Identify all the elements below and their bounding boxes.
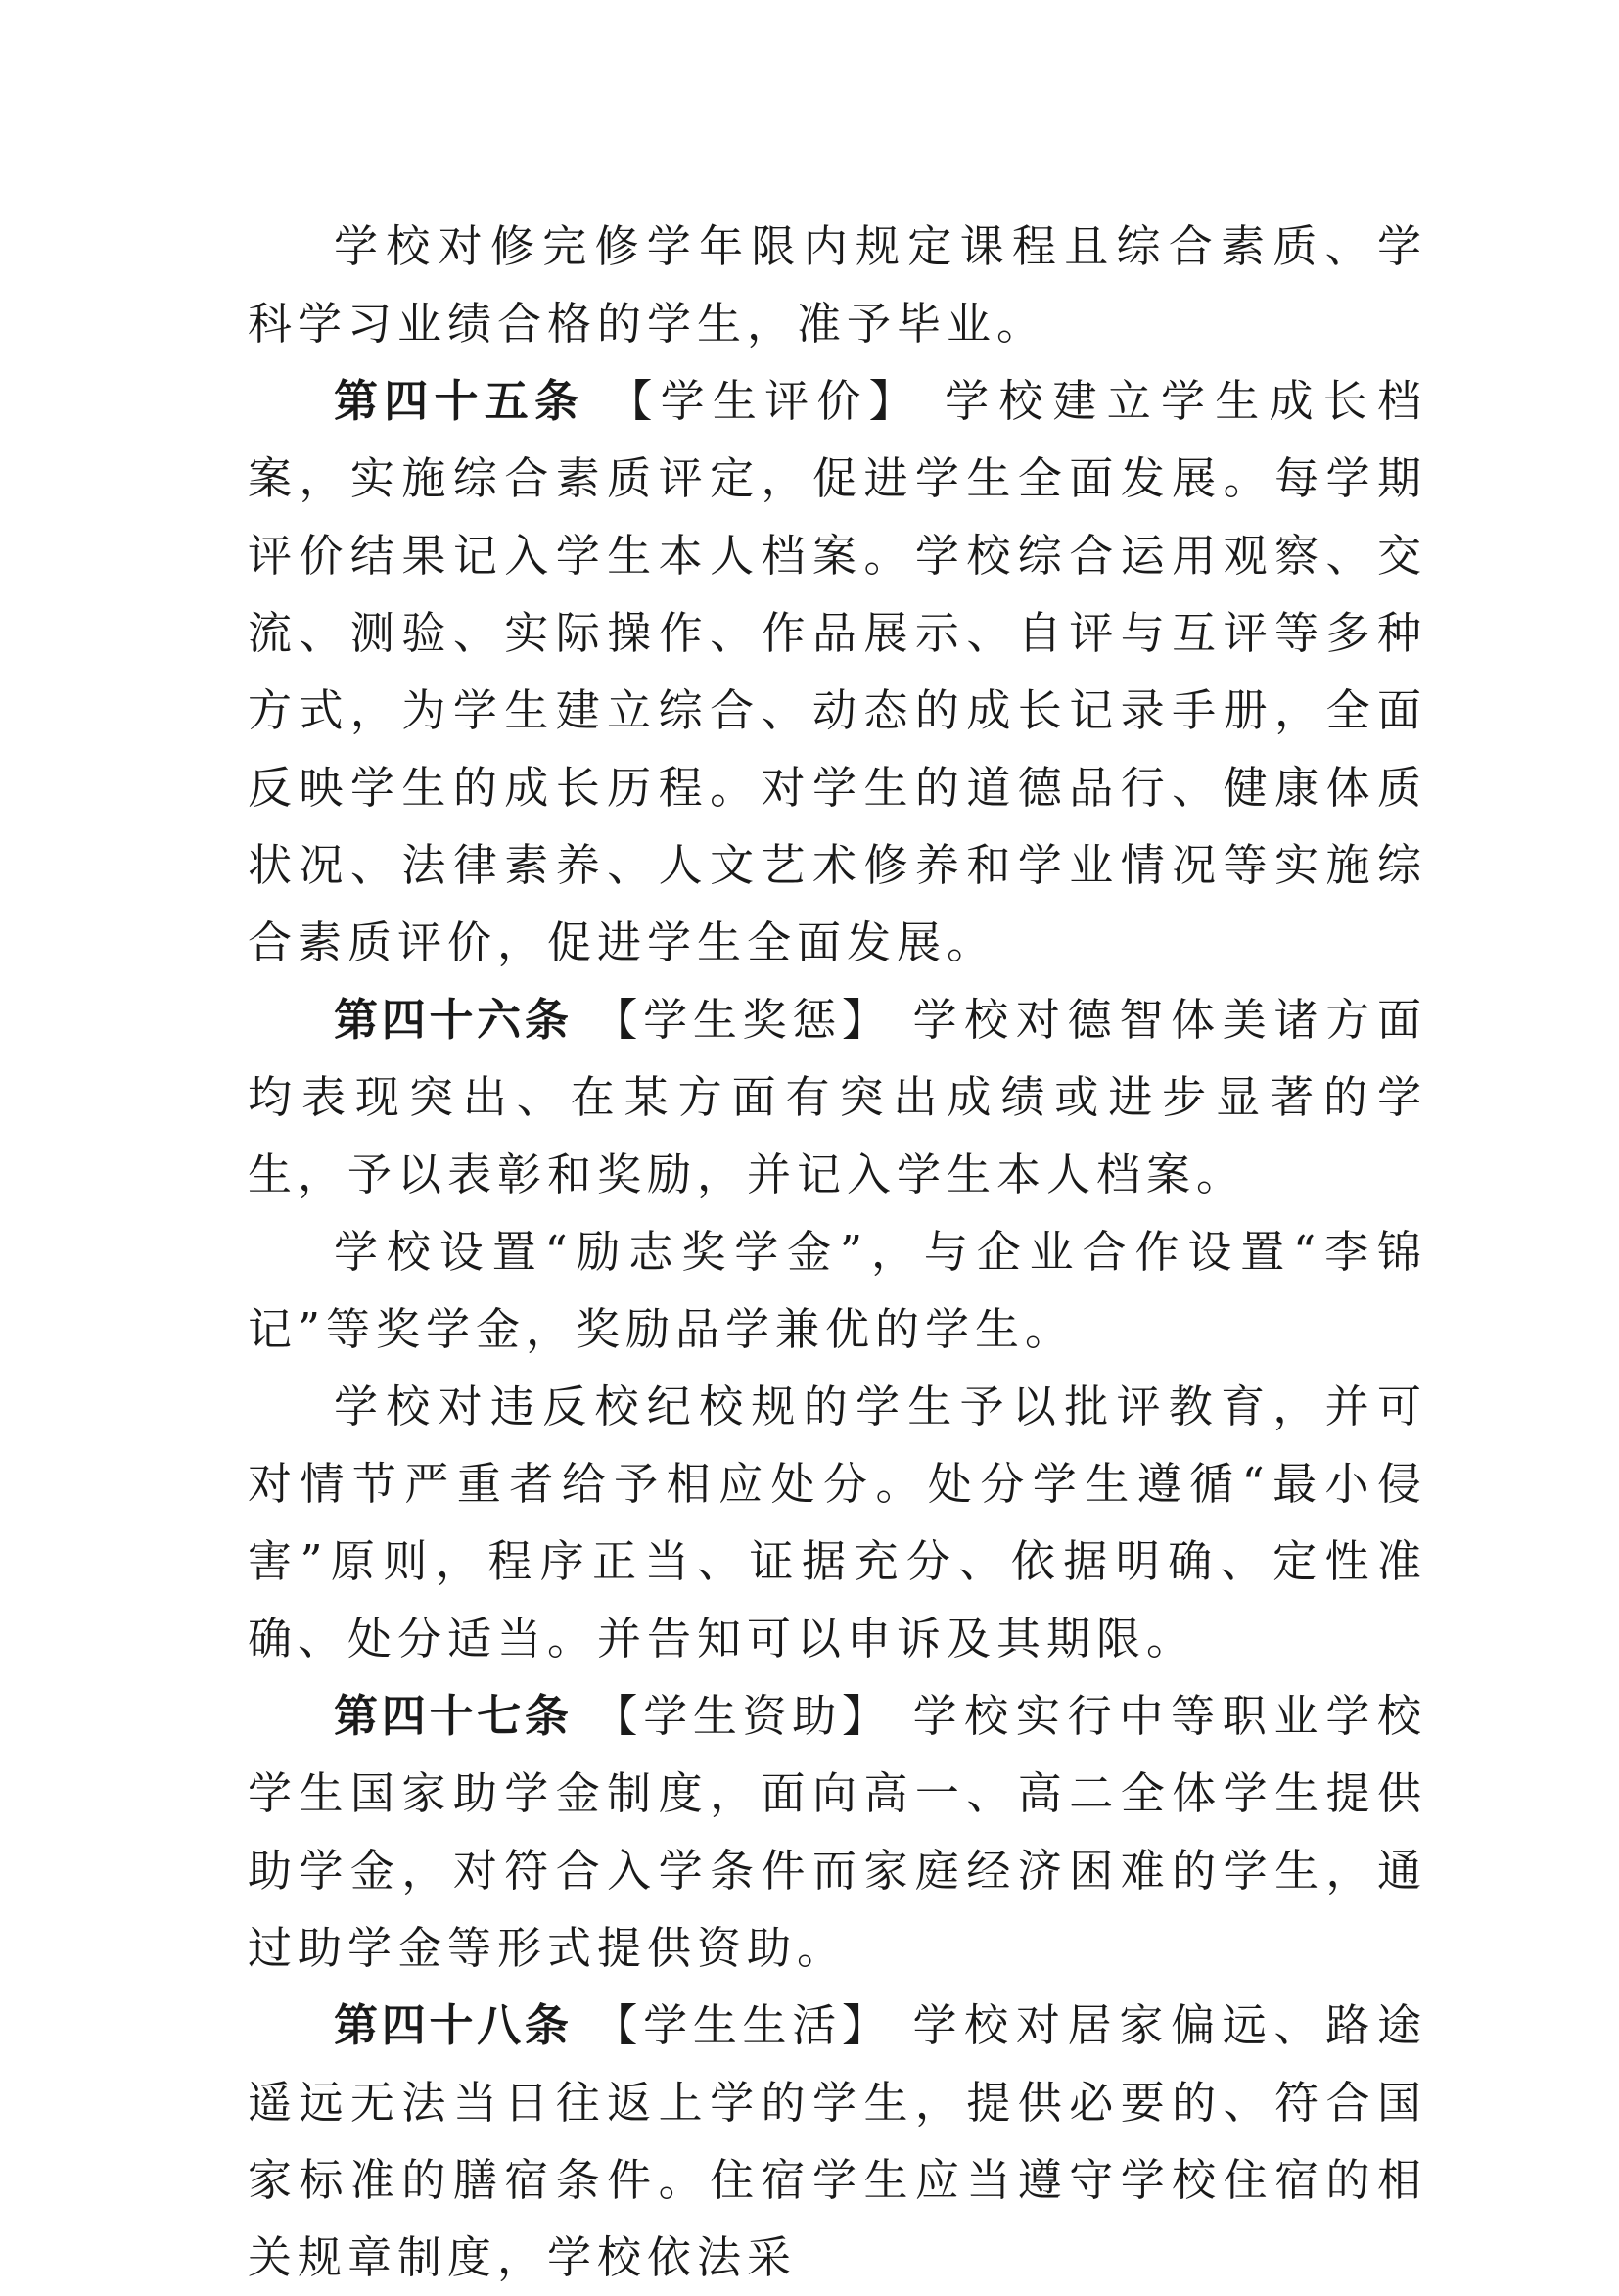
article-number: 第四十七条 bbox=[334, 1690, 573, 1742]
paragraph-text: 学校对修完修学年限内规定课程且综合素质、学科学习业绩合格的学生，准予毕业。 bbox=[248, 220, 1427, 350]
article-number: 第四十五条 bbox=[334, 375, 585, 427]
paragraph-scholarship bbox=[248, 1213, 1427, 1368]
article-text: 学校建立学生成长档案，实施综合素质评定，促进学生全面发展。每学期评价结果记入学生本人档案。学校综合运用观察、交流、测验、实际操作、作品展示、自评与互评等多种方式，为学生建立综合、动态的成长记录手册，全面反映学生的成长历程。对学生的道德品行、健康体质状况、法律素养、人文艺术修养和学业情况等实施综合素质评价，促进学生全面发展。 bbox=[248, 375, 1427, 968]
paragraph-discipline bbox=[248, 1368, 1427, 1677]
article-tag: 【学生生活】 bbox=[591, 1999, 892, 2051]
document-body bbox=[248, 208, 1427, 2296]
article-47 bbox=[248, 1677, 1427, 1987]
paragraph-graduation bbox=[248, 208, 1427, 362]
article-text: 学校实行中等职业学校学生国家助学金制度，面向高一、高二全体学生提供助学金，对符合入学条件而家庭经济困难的学生，通过助学金等形式提供资助。 bbox=[248, 1690, 1427, 1974]
article-text: 学校对德智体美诸方面均表现突出、在某方面有突出成绩或进步显著的学生，予以表彰和奖励，并记入学生本人档案。 bbox=[248, 994, 1427, 1200]
article-text: 学校对居家偏远、路途遥远无法当日往返上学的学生，提供必要的、符合国家标准的膳宿条件。住宿学生应当遵守学校住宿的相关规章制度，学校依法采 bbox=[248, 1999, 1427, 2283]
article-48 bbox=[248, 1987, 1427, 2296]
paragraph-text: 学校对违反校纪校规的学生予以批评教育，并可对情节严重者给予相应处分。处分学生遵循“最小侵害”原则，程序正当、证据充分、依据明确、定性准确、处分适当。并告知可以申诉及其期限。 bbox=[248, 1381, 1427, 1664]
article-46 bbox=[248, 981, 1427, 1213]
article-tag: 【学生评价】 bbox=[604, 375, 921, 427]
article-number: 第四十八条 bbox=[334, 1999, 573, 2051]
paragraph-text: 学校设置“励志奖学金”，与企业合作设置“李锦记”等奖学金，奖励品学兼优的学生。 bbox=[248, 1226, 1427, 1355]
article-tag: 【学生奖惩】 bbox=[591, 994, 892, 1046]
article-number: 第四十六条 bbox=[334, 994, 573, 1046]
article-tag: 【学生资助】 bbox=[591, 1690, 892, 1742]
article-45 bbox=[248, 362, 1427, 981]
